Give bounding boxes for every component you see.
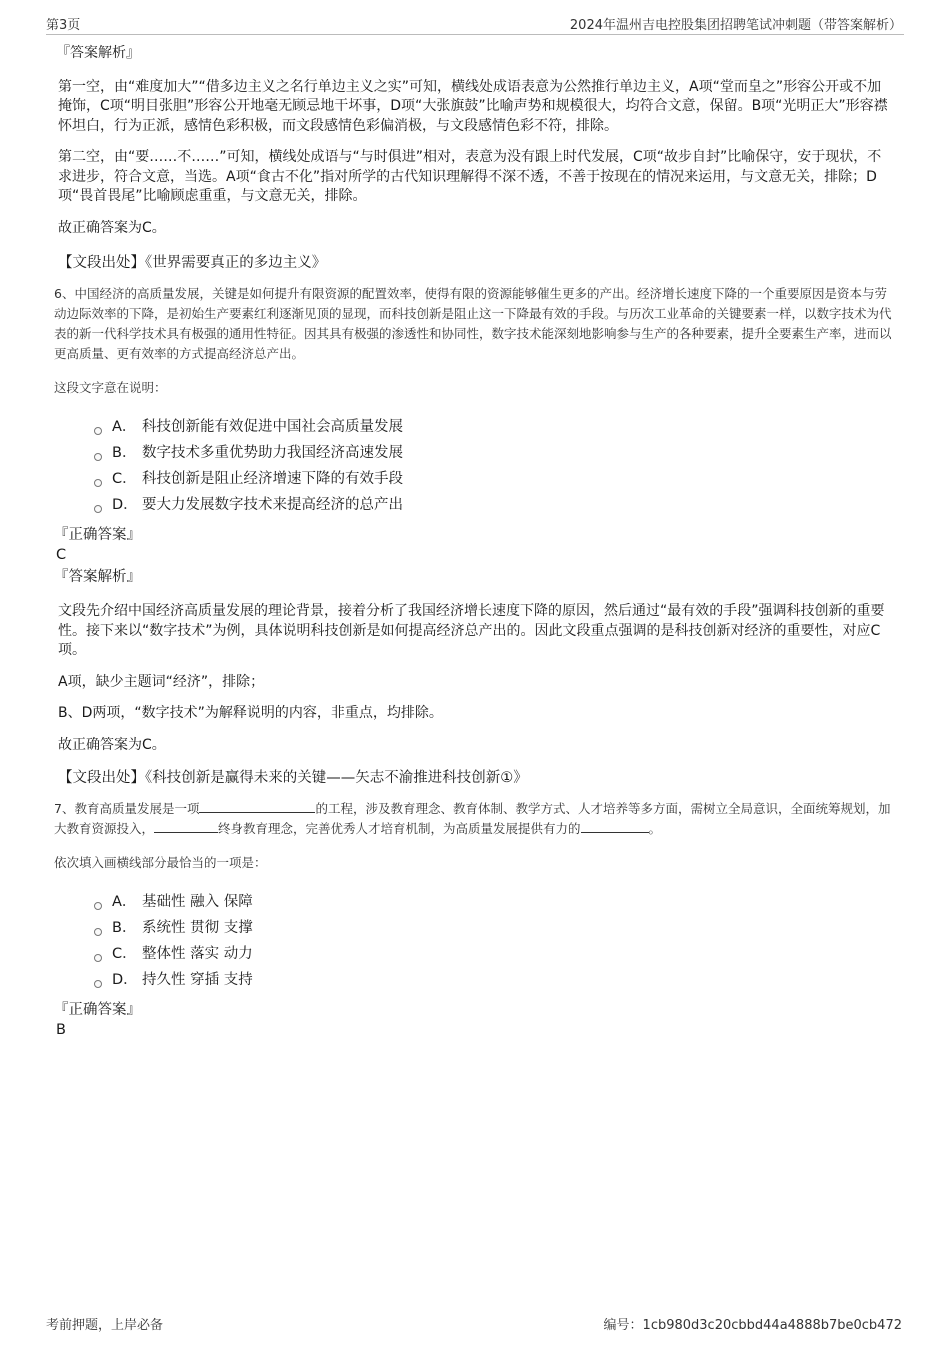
option-text: 持久性 穿插 支持 xyxy=(142,972,253,988)
radio-button[interactable] xyxy=(94,453,102,461)
q7-option-a[interactable] xyxy=(94,889,892,915)
option-text: 整体性 落实 动力 xyxy=(142,946,253,962)
q7-option-b[interactable] xyxy=(94,915,892,941)
option-letter: A． xyxy=(112,894,137,910)
option-letter: D． xyxy=(112,972,138,988)
option-text: 系统性 贯彻 支撑 xyxy=(142,920,253,936)
radio-button[interactable] xyxy=(94,479,102,487)
option-letter: C． xyxy=(112,946,137,962)
q7-option-d[interactable] xyxy=(94,967,892,993)
footer-slogan: 考前押题，上岸必备 xyxy=(46,1318,164,1333)
radio-button[interactable] xyxy=(94,980,102,988)
q6-options xyxy=(94,414,892,518)
q6-option-d[interactable] xyxy=(94,492,892,518)
analysis-paragraph: 故正确答案为C。 xyxy=(58,736,166,753)
source-label: 【文段出处】 xyxy=(58,770,145,786)
q7-answer: B xyxy=(56,1022,66,1038)
q6-text: 6、中国经济的高质量发展，关键是如何提升有限资源的配置效率，使得有限的资源能够催生更多的产出。经济增长速度下降的一个重要原因是资本与劳动边际效率的下降，是初始生产要素红利逐渐见顶的显现，而科技创新是阻止这一下降最有效的手段。与历次工业革命的关键要素一样，以数字技术为代表的新一代科学技术具有极强的通用性特征。因其具有极强的渗透性和协同性，数字技术能深刻地影响参与生产的各种要素，提升全要素生产率，进而以更高质量、更有效率的方式提高经济总产出。 xyxy=(54,286,892,361)
q7-option-c[interactable] xyxy=(94,941,892,967)
radio-button[interactable] xyxy=(94,954,102,962)
page-number: 第3页 xyxy=(46,18,81,33)
analysis-paragraph: 文段先介绍中国经济高质量发展的理论背景，接着分析了我国经济增长速度下降的原因，然后通过“最有效的手段”强调科技创新的重要性。接下来以“数字技术”为例，具体说明科技创新是如何提高经济总产出的。因此文段重点强调的是科技创新对经济的重要性，对应C项。 xyxy=(58,603,885,658)
radio-button[interactable] xyxy=(94,902,102,910)
option-letter: B． xyxy=(112,920,137,936)
option-letter: D． xyxy=(112,497,138,513)
analysis-paragraph: 第二空，由“要……不……”可知，横线处成语与“与时俱进”相对，表意为没有跟上时代发展，C项“故步自封”比喻保守，安于现状，不求进步，符合文意，当选。A项“食古不化”指对所学的古代知识理解得不深不透，不善于按现在的情况来运用，与文意无关，排除；D项“畏首畏尾”比喻顾虑重重，与文意无关，排除。 xyxy=(58,149,882,204)
q7-text-part: 。 xyxy=(648,821,662,836)
option-text: 基础性 融入 保障 xyxy=(142,894,253,910)
correct-answer-label: 『正确答案』 xyxy=(54,527,141,543)
option-text: 数字技术多重优势助力我国经济高速发展 xyxy=(142,445,403,461)
blank-line xyxy=(199,800,315,813)
radio-button[interactable] xyxy=(94,427,102,435)
option-letter: B． xyxy=(112,445,137,461)
q7-text-part: 的工程，涉及教育理念、教育体制、教学方式、人才培养等多方面，需树立全局意识，全面统筹规划，加大教育资源投入， xyxy=(54,801,891,836)
option-text: 要大力发展数字技术来提高经济的总产出 xyxy=(142,497,403,513)
source-title: 《世界需要真正的多边主义》 xyxy=(145,255,327,271)
source-title: 《科技创新是赢得未来的关键——矢志不渝推进科技创新①》 xyxy=(145,770,528,786)
q6-source xyxy=(58,767,892,789)
analysis-label: 『答案解析』 xyxy=(56,45,140,61)
page-footer xyxy=(46,1310,904,1334)
page-header xyxy=(46,12,904,35)
blank-line xyxy=(154,820,218,833)
q7-text-part: 7、教育高质量发展是一项 xyxy=(54,801,200,816)
q7-text xyxy=(54,799,892,839)
correct-answer-label: 『正确答案』 xyxy=(54,1002,141,1018)
option-text: 科技创新是阻止经济增速下降的有效手段 xyxy=(142,471,403,487)
q6-option-b[interactable] xyxy=(94,440,892,466)
radio-button[interactable] xyxy=(94,928,102,936)
analysis-paragraph: A项，缺少主题词“经济”，排除； xyxy=(58,673,265,690)
option-letter: A． xyxy=(112,419,137,435)
radio-button[interactable] xyxy=(94,505,102,513)
option-text: 科技创新能有效促进中国社会高质量发展 xyxy=(142,419,403,435)
document-id: 编号：1cb980d3c20cbbd44a4888b7be0cb472 xyxy=(603,1318,902,1333)
q6-answer: C xyxy=(56,547,67,563)
option-letter: C． xyxy=(112,471,137,487)
q7-options xyxy=(94,889,892,993)
q6-prompt: 这段文字意在说明： xyxy=(54,380,167,395)
q5-source xyxy=(58,252,892,274)
analysis-label: 『答案解析』 xyxy=(54,569,141,585)
analysis-paragraph: 第一空，由“难度加大”“借多边主义之名行单边主义之实”可知，横线处成语表意为公然推行单边主义，A项“堂而皇之”形容公开或不加掩饰，C项“明目张胆”形容公开地毫无顾忌地干坏事，D项“大张旗鼓”比喻声势和规模很大，均符合文意，保留。B项“光明正大”形容襟怀坦白，行为正派，感情色彩积极，而文段感情色彩偏消极，与文段感情色彩不符，排除。 xyxy=(58,78,888,134)
q5-analysis xyxy=(52,44,892,274)
analysis-paragraph: 故正确答案为C。 xyxy=(58,219,166,236)
q6-analysis xyxy=(52,602,892,789)
source-label: 【文段出处】 xyxy=(58,255,145,271)
blank-line xyxy=(581,820,649,833)
document-body xyxy=(52,44,892,1039)
q6-option-c[interactable] xyxy=(94,466,892,492)
q6-option-a[interactable] xyxy=(94,414,892,440)
analysis-paragraph: B、D两项，“数字技术”为解释说明的内容，非重点，均排除。 xyxy=(58,705,443,721)
q7-prompt: 依次填入画横线部分最恰当的一项是： xyxy=(54,855,267,870)
q7-text-part: 终身教育理念，完善优秀人才培育机制，为高质量发展提供有力的 xyxy=(218,821,581,836)
document-title: 2024年温州吉电控股集团招聘笔试冲刺题（带答案解析） xyxy=(569,18,902,33)
